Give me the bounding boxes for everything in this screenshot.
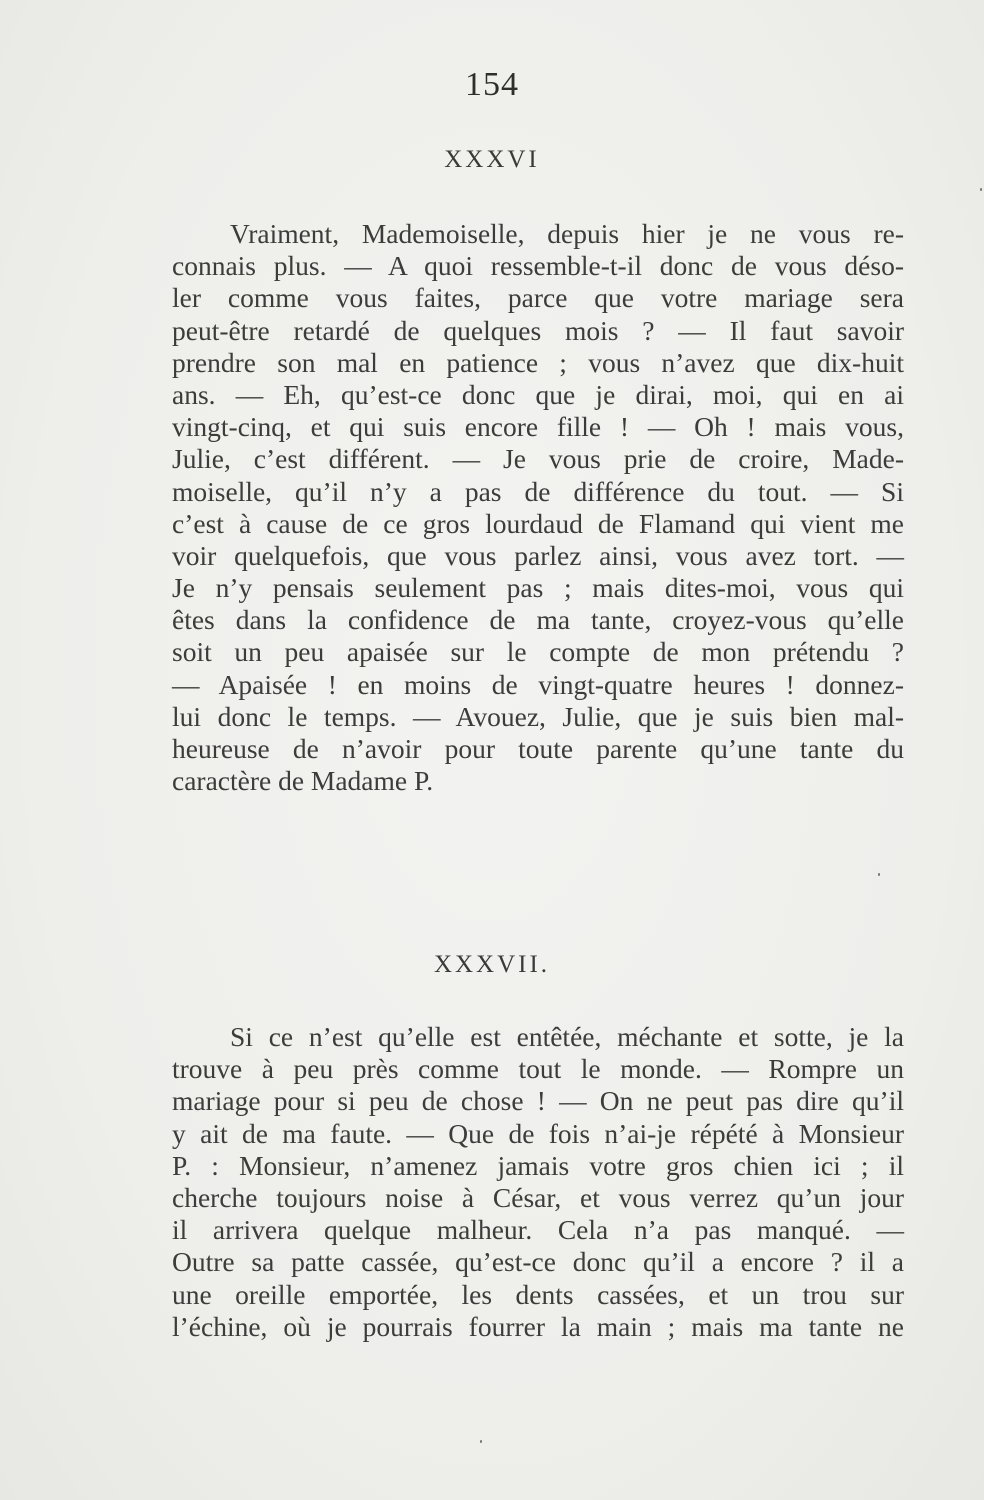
text-line: peut-être retardé de quelques mois ? — Il faut savoir (172, 314, 904, 346)
text-line: cherche toujours noise à César, et vous verrez qu’un jour (172, 1181, 904, 1213)
text-line: P. : Monsieur, n’amenez jamais votre gros chien ici ; il (172, 1149, 904, 1181)
text-line: Julie, c’est différent. — Je vous prie de croire, Made- (172, 443, 904, 475)
text-line: il arrivera quelque malheur. Cela n’a pas manqué. — (172, 1214, 904, 1246)
text-line: trouve à peu près comme tout le monde. — Rompre un (172, 1053, 904, 1085)
paper-speck (480, 1440, 482, 1443)
text-line: Vraiment, Mademoiselle, depuis hier je ne vous re- (230, 218, 904, 249)
text-line: l’échine, où je pourrais fourrer la main ; mais ma tante ne (172, 1310, 904, 1342)
text-line: ler comme vous faites, parce que votre mariage sera (172, 282, 904, 314)
paper-speck (980, 188, 982, 191)
text-line: une oreille emportée, les dents cassées, et un trou sur (172, 1278, 904, 1310)
text-line: — Apaisée ! en moins de vingt-quatre heures ! donnez- (172, 668, 904, 700)
section-heading-xxxvi: XXXVI (444, 146, 540, 173)
text-line: mariage pour si peu de chose ! — On ne peut pas dire qu’il (172, 1085, 904, 1117)
text-line: vingt-cinq, et qui suis encore fille ! — Oh ! mais vous, (172, 411, 904, 443)
paper-speck (878, 873, 880, 876)
text-line: heureuse de n’avoir pour toute parente qu’une tante du (172, 733, 904, 764)
page-number: 154 (465, 66, 519, 103)
text-line: prendre son mal en patience ; vous n’avez que dix-huit (172, 346, 904, 378)
text-line: Si ce n’est qu’elle est entêtée, méchante et sotte, je la (230, 1021, 904, 1052)
text-line: y ait de ma faute. — Que de fois n’ai-je répété à Monsieur (172, 1117, 904, 1149)
text-line: êtes dans la confidence de ma tante, croyez-vous qu’elle (172, 604, 904, 636)
section-text-xxxvii (172, 1021, 904, 1343)
text-line: ans. — Eh, qu’est-ce donc que je dirai, moi, qui en ai (172, 378, 904, 410)
text-line: connais plus. — A quoi ressemble-t-il donc de vous déso- (172, 250, 904, 282)
section-text-xxxvi (172, 218, 904, 797)
text-line: lui donc le temps. — Avouez, Julie, que je suis bien mal- (172, 700, 904, 732)
text-line: Outre sa patte cassée, qu’est-ce donc qu’il a encore ? il a (172, 1246, 904, 1278)
text-line: soit un peu apaisée sur le compte de mon prétendu ? (172, 636, 904, 668)
text-line: c’est à cause de ce gros lourdaud de Flamand qui vient me (172, 507, 904, 539)
text-line: Je n’y pensais seulement pas ; mais dites-moi, vous qui (172, 572, 904, 604)
section-heading-xxxvii: XXXVII. (433, 951, 551, 978)
text-line: caractère de Madame P. (172, 765, 434, 797)
text-line: moiselle, qu’il n’y a pas de différence du tout. — Si (172, 475, 904, 507)
text-line: voir quelquefois, que vous parlez ainsi, vous avez tort. — (172, 539, 904, 571)
